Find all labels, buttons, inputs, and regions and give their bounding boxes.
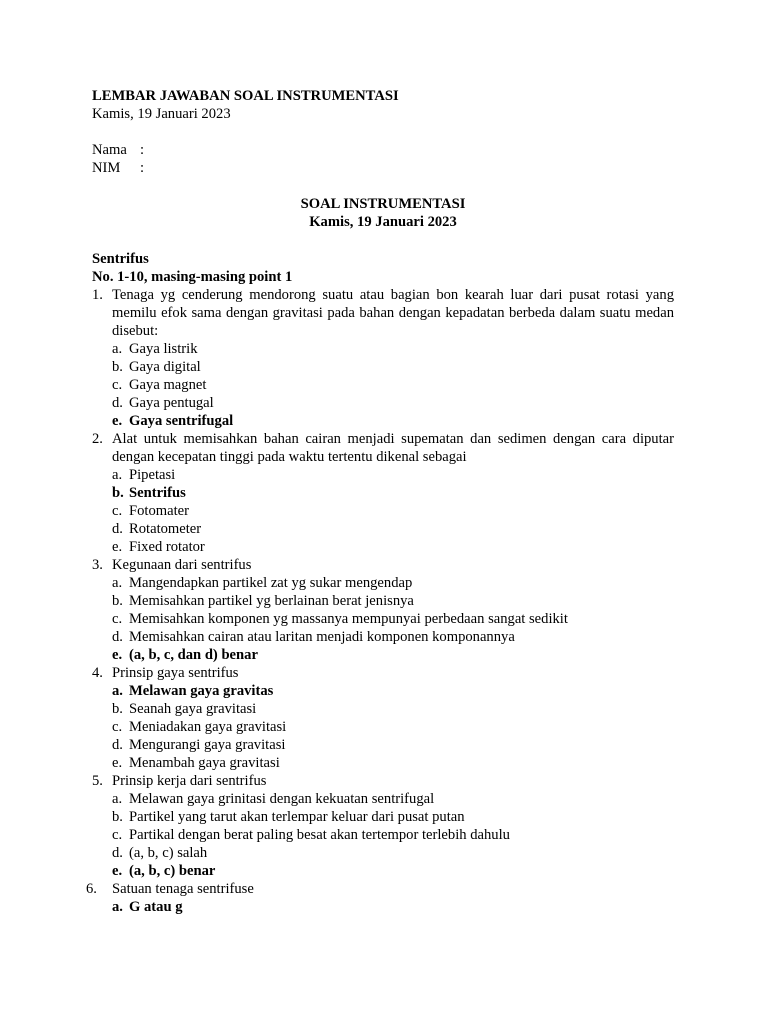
section-subtitle: No. 1-10, masing-masing point 1 (92, 269, 293, 285)
question-text: Tenaga yg cenderung mendorong suatu atau bagian bon kearah luar dari pusat rotasi yang memilu efok sama dengan gravitasi pada bahan dengan kepadatan berbeda dalam suatu medan disebut: (112, 287, 674, 339)
exam-title: SOAL INSTRUMENTASI (300, 196, 466, 212)
option-letter: a. (112, 683, 123, 699)
option-letter: c. (112, 377, 123, 393)
option-text: Melawan gaya gravitas (129, 683, 274, 699)
option-e (112, 538, 674, 556)
option-text: Gaya digital (129, 359, 201, 375)
option-b (112, 358, 674, 376)
question-number: 3. (92, 557, 103, 573)
option-list (112, 682, 674, 772)
option-letter: a. (112, 899, 123, 915)
option-e-correct (112, 412, 674, 430)
exam-body (86, 250, 674, 916)
question-number: 6. (86, 881, 97, 897)
option-a (112, 466, 674, 484)
option-letter: b. (112, 809, 123, 825)
option-letter: b. (112, 593, 123, 609)
option-text: Partikel yang tarut akan terlempar keluar dari pusat putan (129, 809, 465, 825)
option-letter: d. (112, 395, 123, 411)
option-text: Rotatometer (129, 521, 202, 537)
option-text: Pipetasi (129, 467, 176, 483)
option-d (112, 628, 674, 646)
name-separator: : (140, 142, 145, 158)
option-b-correct (112, 484, 674, 502)
identity-fields (92, 141, 144, 177)
question-text: Alat untuk memisahkan bahan cairan menjadi supematan dan sedimen dengan cara diputar dengan kecepatan tinggi pada waktu tertentu dikenal sebagai (112, 431, 674, 465)
exam-titles (92, 195, 674, 231)
name-label: Nama (92, 142, 127, 158)
option-c (112, 502, 674, 520)
option-text: Memisahkan partikel yg berlainan berat jenisnya (129, 593, 414, 609)
nim-row (92, 159, 144, 177)
option-letter: a. (112, 791, 123, 807)
option-letter: a. (112, 575, 123, 591)
option-letter: e. (112, 413, 123, 429)
question-number: 1. (92, 287, 103, 303)
option-e-correct (112, 646, 674, 664)
option-text: Seanah gaya gravitasi (129, 701, 257, 717)
option-a-correct (112, 682, 674, 700)
option-letter: a. (112, 341, 123, 357)
option-list (112, 574, 674, 664)
option-letter: d. (112, 737, 123, 753)
option-a-correct (112, 898, 674, 916)
option-c (112, 718, 674, 736)
option-letter: e. (112, 863, 123, 879)
option-text: Partikal dengan berat paling besat akan tertempor terlebih dahulu (129, 827, 510, 843)
option-text: G atau g (129, 899, 183, 915)
option-c (112, 376, 674, 394)
option-text: Meniadakan gaya gravitasi (129, 719, 287, 735)
answer-sheet-date: Kamis, 19 Januari 2023 (92, 106, 231, 122)
option-list (112, 466, 674, 556)
question-number: 4. (92, 665, 103, 681)
option-e (112, 754, 674, 772)
exam-date: Kamis, 19 Januari 2023 (309, 214, 457, 230)
option-letter: e. (112, 539, 123, 555)
option-text: Gaya listrik (129, 341, 198, 357)
option-text: (a, b, c) benar (129, 863, 216, 879)
question-number: 2. (92, 431, 103, 447)
option-c (112, 610, 674, 628)
answer-sheet-header (92, 87, 692, 123)
option-letter: c. (112, 503, 123, 519)
option-b (112, 808, 674, 826)
option-list (112, 340, 674, 430)
option-text: Sentrifus (129, 485, 186, 501)
option-letter: b. (112, 359, 123, 375)
question-4 (92, 664, 674, 772)
option-text: Gaya sentrifugal (129, 413, 234, 429)
option-list (112, 790, 674, 880)
option-a (112, 574, 674, 592)
option-letter: c. (112, 719, 123, 735)
question-1 (92, 286, 674, 430)
question-text: Satuan tenaga sentrifuse (112, 881, 254, 897)
option-letter: c. (112, 611, 123, 627)
option-d (112, 394, 674, 412)
option-e-correct (112, 862, 674, 880)
question-6 (86, 880, 674, 916)
option-text: Fotomater (129, 503, 189, 519)
name-row (92, 141, 144, 159)
answer-sheet-title: LEMBAR JAWABAN SOAL INSTRUMENTASI (92, 88, 399, 104)
option-text: Melawan gaya grinitasi dengan kekuatan sentrifugal (129, 791, 435, 807)
option-text: Mangendapkan partikel zat yg sukar mengendap (129, 575, 413, 591)
option-b (112, 700, 674, 718)
option-letter: b. (112, 701, 123, 717)
option-text: Fixed rotator (129, 539, 205, 555)
option-text: (a, b, c, dan d) benar (129, 647, 258, 663)
question-3 (92, 556, 674, 664)
question-5 (92, 772, 674, 880)
option-letter: b. (112, 485, 124, 501)
question-text: Prinsip gaya sentrifus (112, 665, 239, 681)
nim-label: NIM (92, 160, 121, 176)
option-text: Gaya pentugal (129, 395, 214, 411)
option-d (112, 736, 674, 754)
option-letter: d. (112, 521, 123, 537)
question-2 (92, 430, 674, 556)
section-title: Sentrifus (92, 251, 149, 267)
option-letter: c. (112, 827, 123, 843)
option-list (112, 898, 674, 916)
option-letter: d. (112, 629, 123, 645)
option-letter: e. (112, 647, 123, 663)
nim-separator: : (140, 160, 145, 176)
option-a (112, 340, 674, 358)
question-number: 5. (92, 773, 103, 789)
question-text: Kegunaan dari sentrifus (112, 557, 252, 573)
option-d (112, 844, 674, 862)
option-text: Gaya magnet (129, 377, 207, 393)
option-text: Memisahkan komponen yg massanya mempunyai perbedaan sangat sedikit (129, 611, 568, 627)
option-text: Memisahkan cairan atau laritan menjadi komponen komponannya (129, 629, 515, 645)
question-text: Prinsip kerja dari sentrifus (112, 773, 267, 789)
option-text: Menambah gaya gravitasi (129, 755, 280, 771)
option-b (112, 592, 674, 610)
option-a (112, 790, 674, 808)
option-d (112, 520, 674, 538)
option-c (112, 826, 674, 844)
option-letter: e. (112, 755, 123, 771)
option-text: (a, b, c) salah (129, 845, 208, 861)
option-letter: a. (112, 467, 123, 483)
option-text: Mengurangi gaya gravitasi (129, 737, 286, 753)
option-letter: d. (112, 845, 123, 861)
